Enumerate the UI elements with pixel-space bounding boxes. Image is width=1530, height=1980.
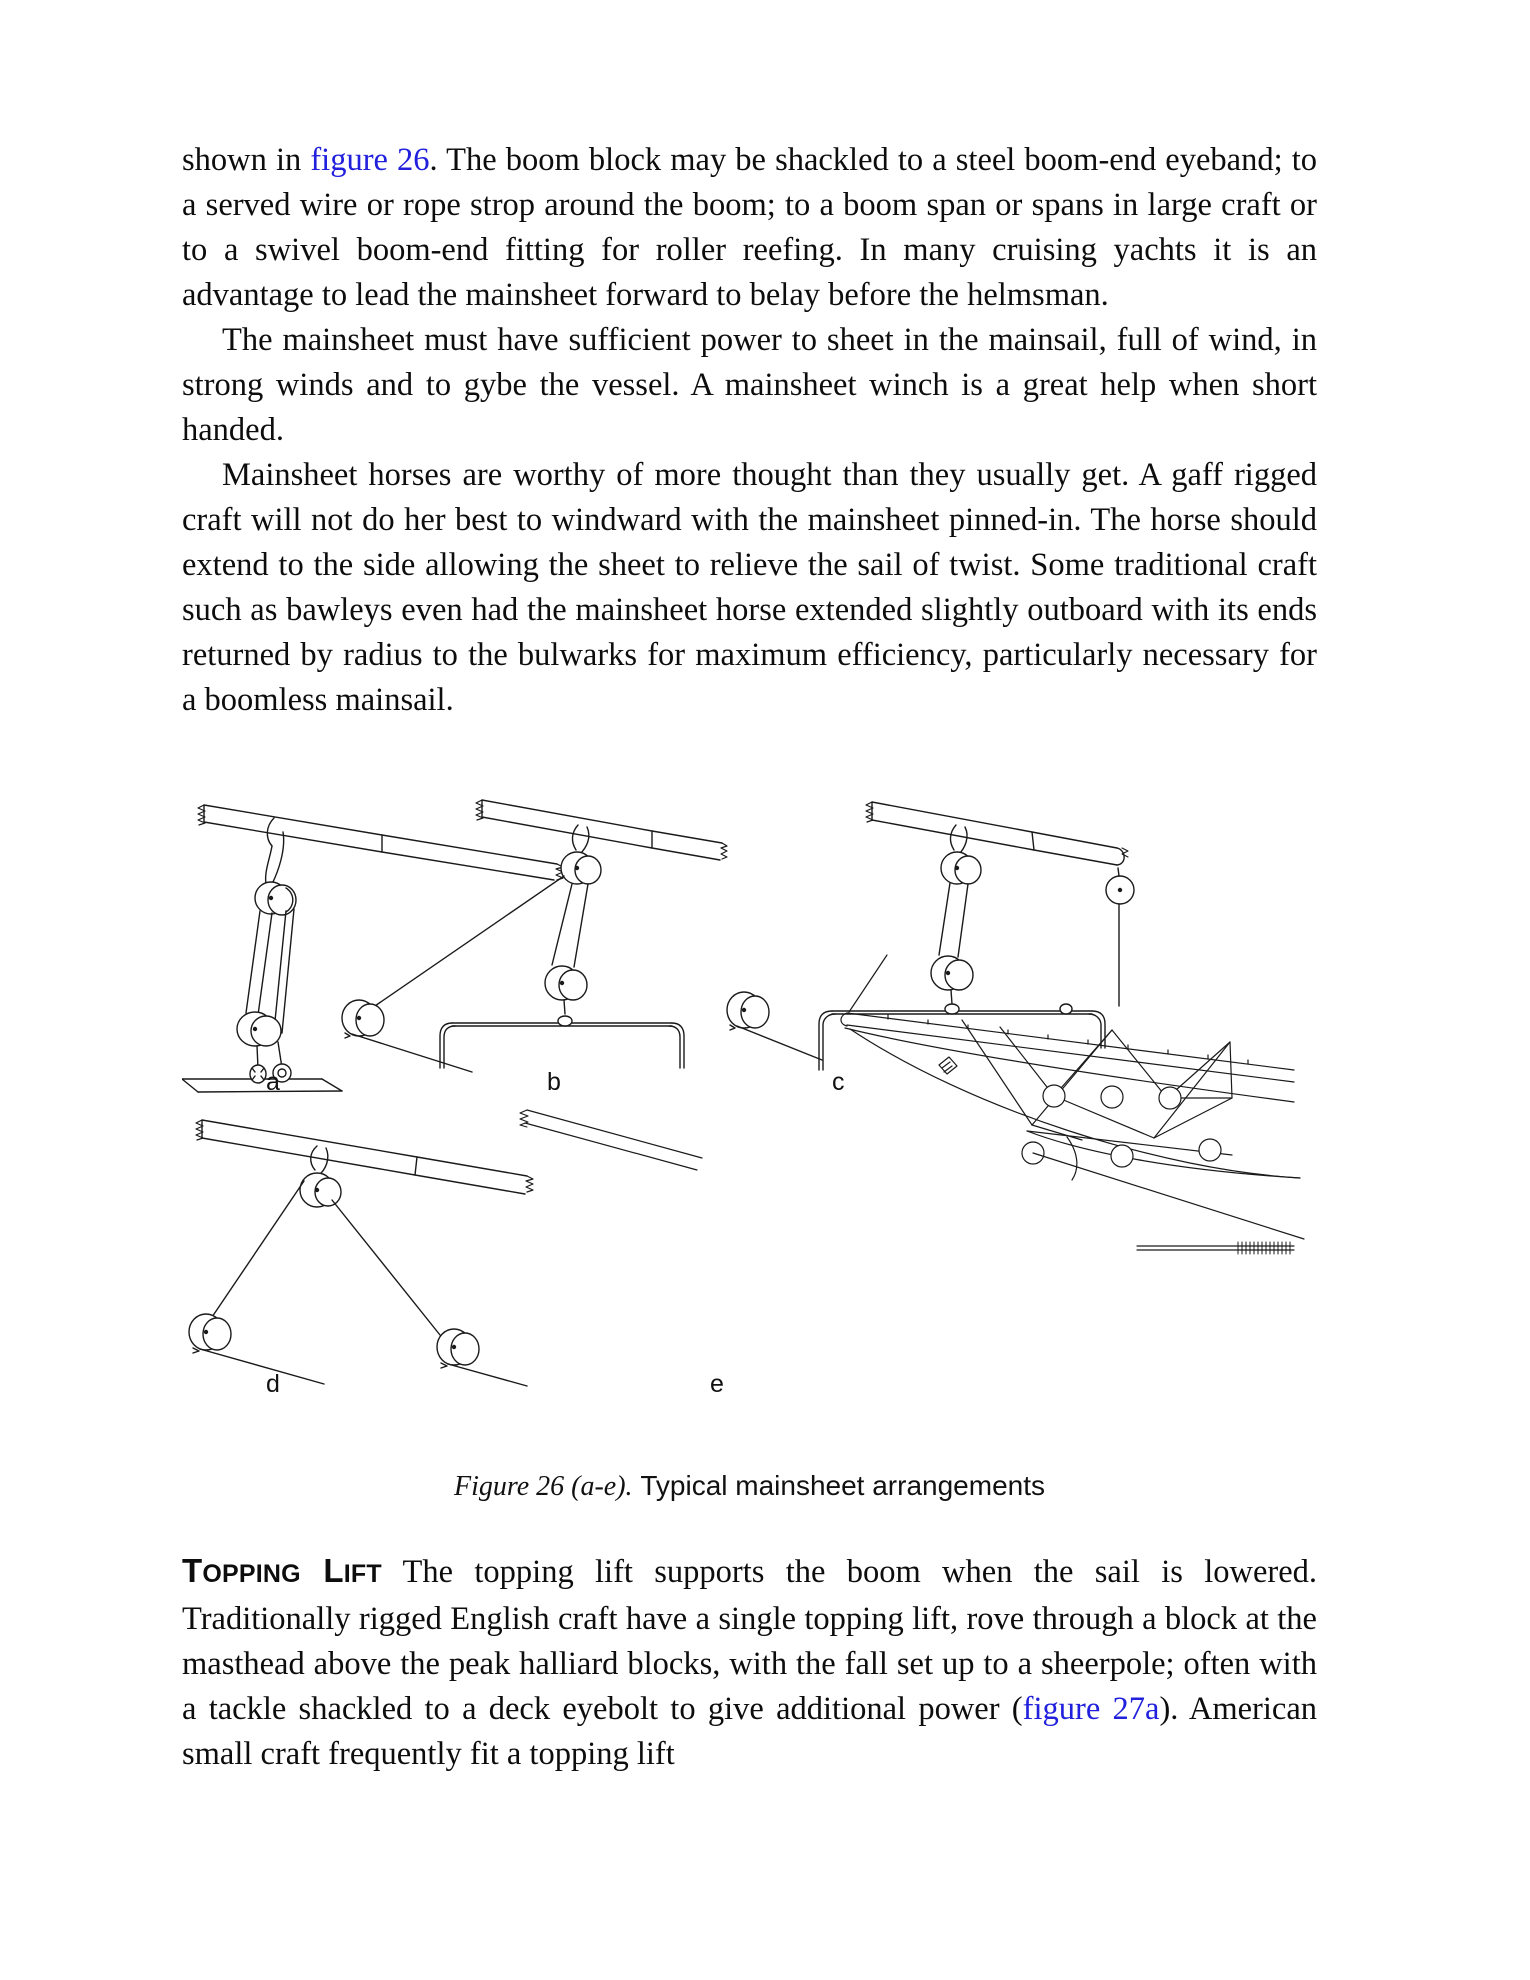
figure-26-link[interactable]: figure 26 <box>310 142 430 178</box>
body-text-bottom <box>182 1548 1317 1777</box>
paragraph-1-rest: . The boom block may be shackled to a steel boom-end eyeband; to a served wire or rope strop around the boom; to a boom span or spans in large craft or to a swivel boom-end fitting for roller reefing. In many cruising yachts it is an advantage to lead the mainsheet forward to belay before the helmsman. <box>182 142 1317 313</box>
figure-26-caption <box>182 1470 1317 1503</box>
panel-d-diagram <box>189 1120 533 1386</box>
heading-space <box>301 1552 324 1589</box>
figure-panel-letter-e: e <box>710 1370 724 1398</box>
topping-lift-text-post: ). American small craft frequently fit a topping lift <box>182 1691 1317 1772</box>
paragraph-topping-lift <box>182 1548 1317 1777</box>
figure-27a-link[interactable]: figure 27a <box>1022 1691 1160 1727</box>
topping-lift-heading <box>182 1553 382 1589</box>
figure-panel-letter-c: c <box>832 1068 845 1096</box>
heading-initial-t: T <box>182 1552 203 1589</box>
heading-opping: OPPING <box>202 1560 301 1588</box>
paragraph-continued <box>182 138 1317 318</box>
panel-a-diagram <box>182 805 563 1092</box>
figure-26-svg <box>182 780 1317 1440</box>
paragraph-1-lead: shown in <box>182 142 311 178</box>
body-text-top <box>182 138 1317 723</box>
figure-caption-number: Figure 26 (a-e). <box>453 1471 633 1502</box>
figure-panel-letter-b: b <box>547 1068 561 1096</box>
topping-lift-text-pre: The topping lift supports the boom when the sail is lowered. Traditionally rigged English craft have a single topping lift, rove through a block at the masthead above the peak halliard blocks, with the fall set up to a sheerpole; often with a tackle shackled to a deck eyebolt to give additional power ( <box>182 1554 1318 1727</box>
figure-caption-text: Typical mainsheet arrangements <box>640 1470 1045 1501</box>
paragraph-mainsheet-horses: Mainsheet horses are worthy of more thought than they usually get. A gaff rigged craft will not do her best to windward with the mainsheet pinned-in. The horse should extend to the side allowing the sheet to relieve the sail of twist. Some traditional craft such as bawleys even had the mainsheet horse extended slightly outboard with its ends returned by radius to the bulwarks for maximum efficiency, particularly necessary for a boomless mainsail. <box>182 457 1317 718</box>
paragraph-mainsheet-power: The mainsheet must have sufficient power to sheet in the mainsail, full of wind, in strong winds and to gybe the vessel. A mainsheet winch is a great help when short handed. <box>182 322 1317 448</box>
figure-panel-letter-d: d <box>266 1370 280 1398</box>
heading-initial-l: L <box>323 1552 344 1589</box>
figure-26-illustration <box>182 780 1317 1440</box>
heading-ift: IFT <box>343 1560 382 1588</box>
panel-e-diagram <box>520 955 1304 1254</box>
figure-panel-letter-a: a <box>266 1068 280 1096</box>
